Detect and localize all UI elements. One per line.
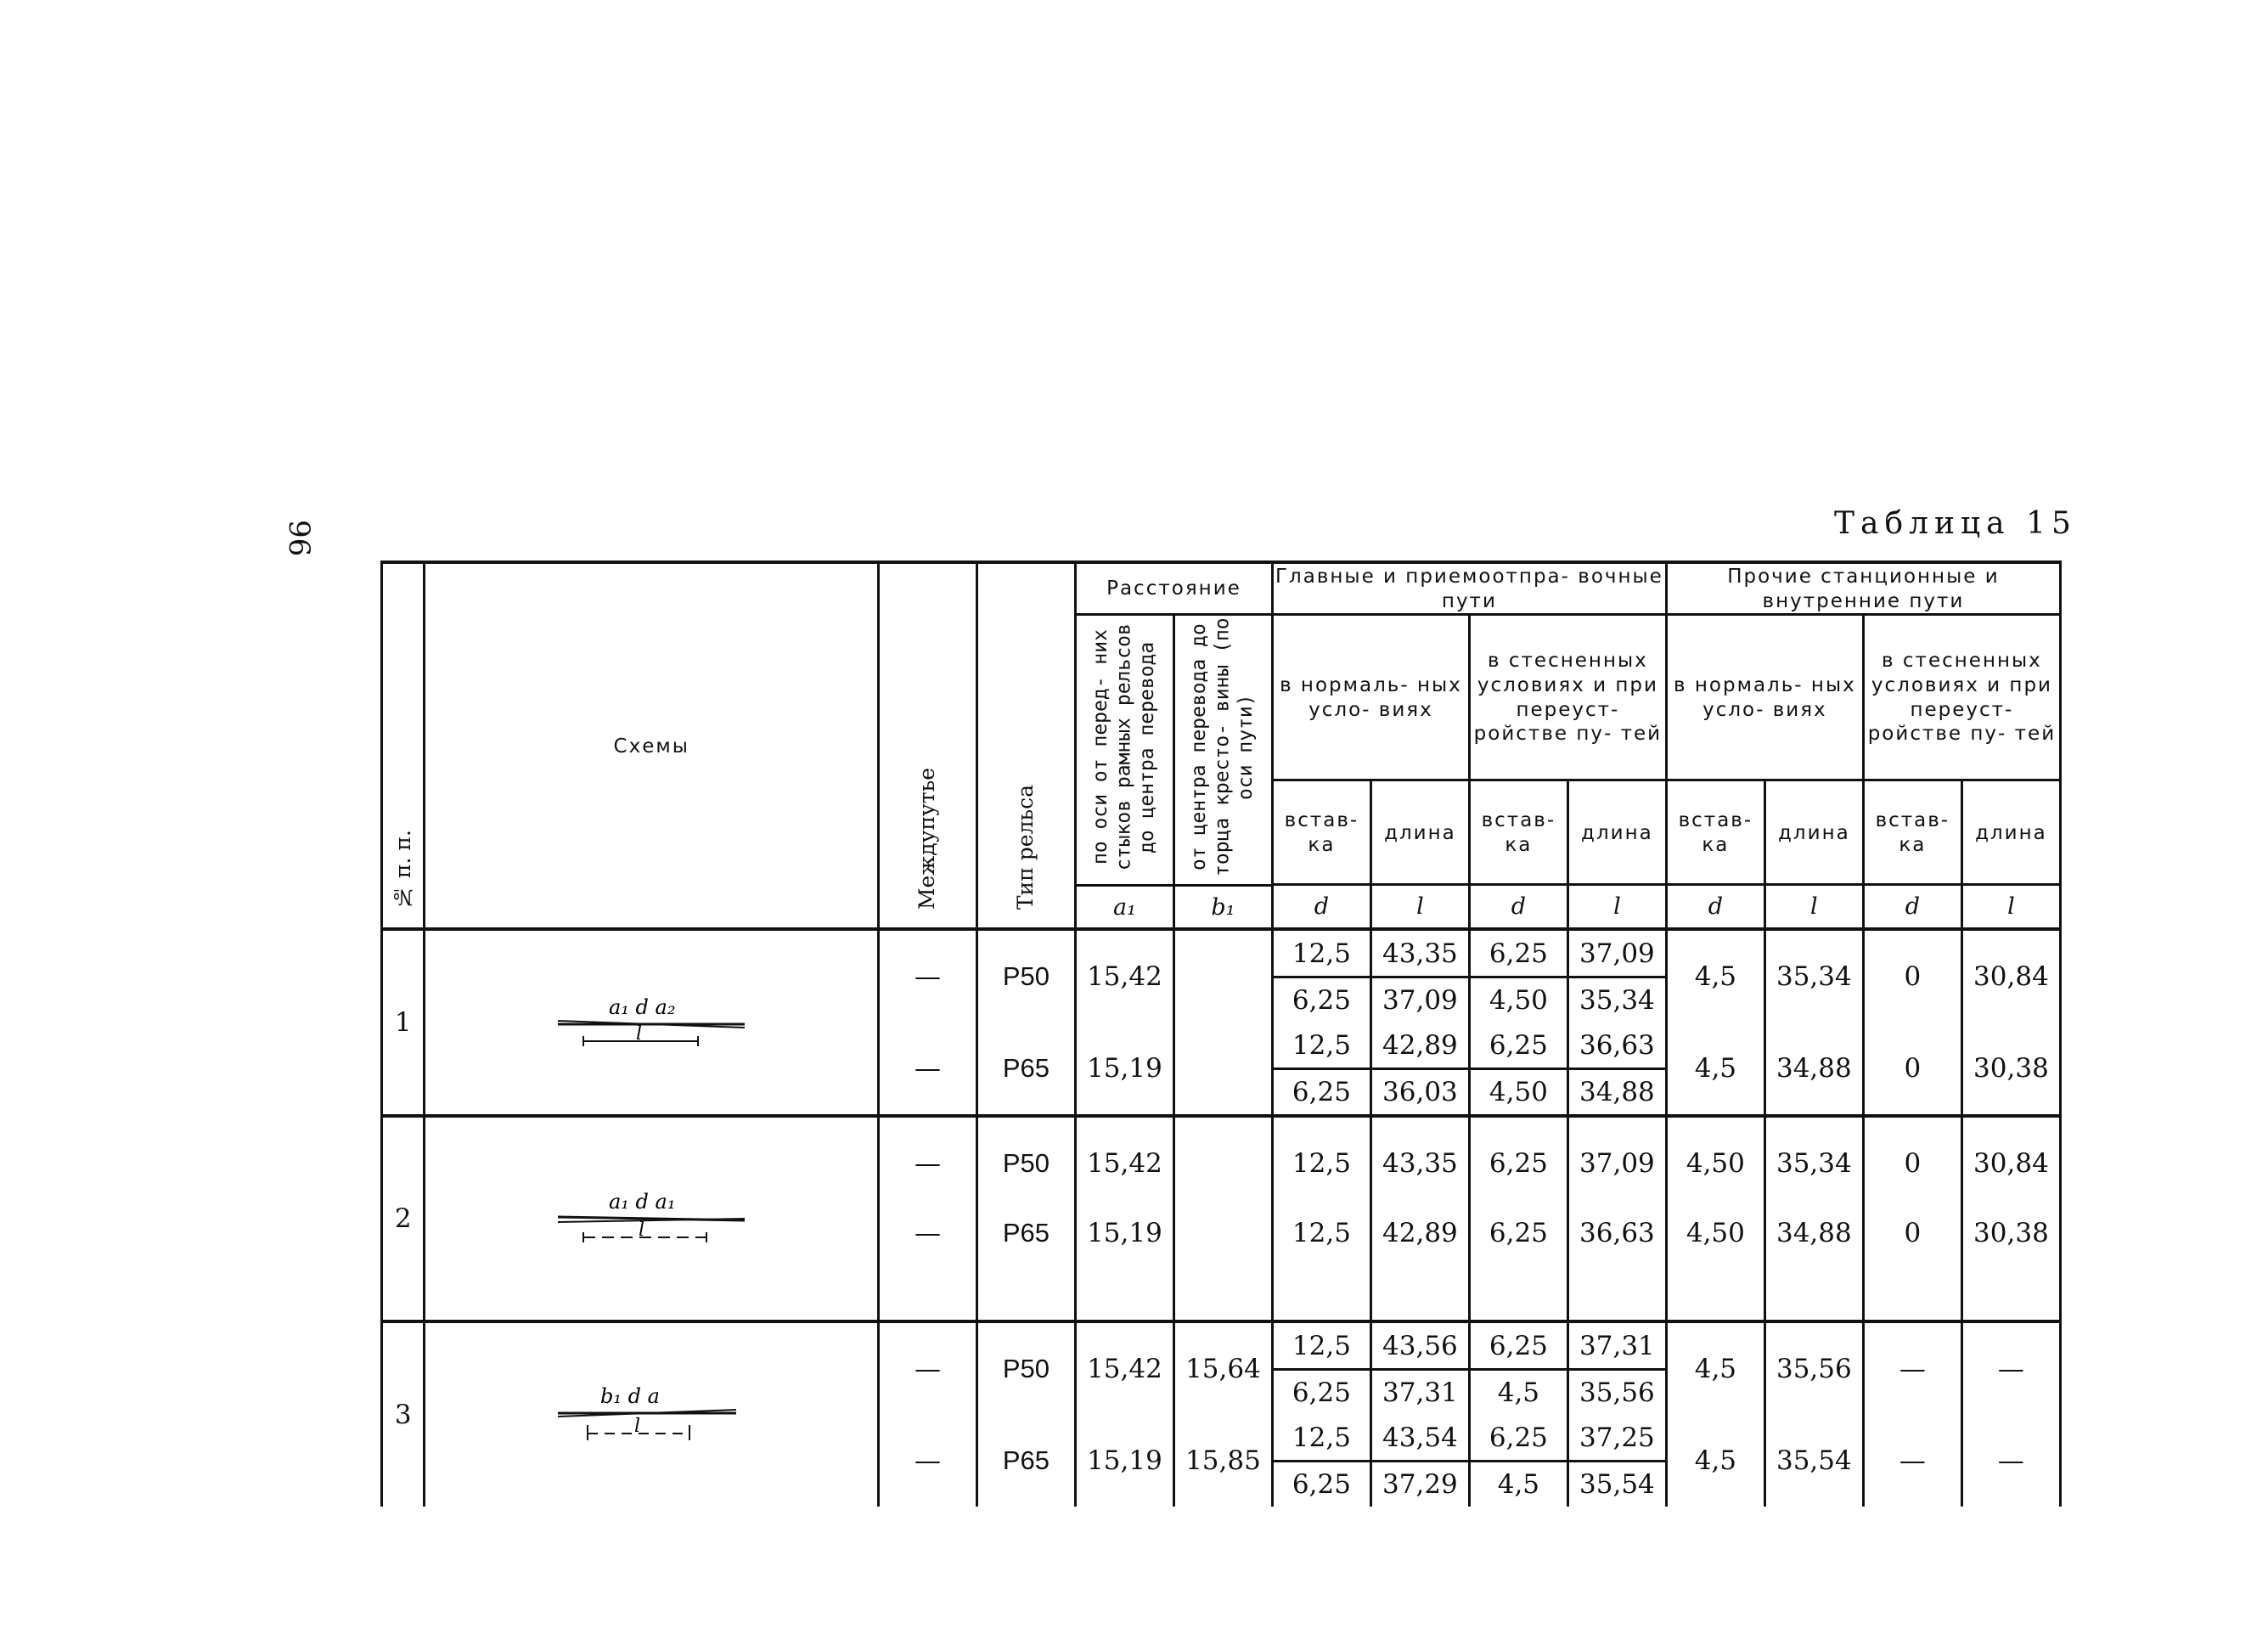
switch-scheme-2-icon: [549, 1185, 753, 1253]
other-constrained-d: —: [1863, 1415, 1961, 1507]
other-normal-d: 4,5: [1666, 1415, 1764, 1507]
length-header: длина: [1961, 780, 2060, 884]
sym-d-header: d: [1469, 886, 1567, 930]
other-constrained-d: 0: [1863, 1116, 1961, 1209]
other-constrained-l: 30,84: [1961, 929, 2060, 1022]
dist-b: 15,64: [1173, 1321, 1272, 1415]
other-constrained-l: 30,38: [1961, 1209, 2060, 1321]
main-normal-d: 12,5 6,25: [1272, 1022, 1370, 1116]
page-number: 96: [282, 520, 316, 557]
dist-a: 15,19: [1075, 1022, 1173, 1116]
other-normal-header: в нормаль- ных усло- виях: [1666, 614, 1863, 780]
other-constrained-l: —: [1961, 1415, 2060, 1507]
sym-l-header: l: [1567, 886, 1666, 930]
interspace: —: [878, 1321, 976, 1415]
main-constrained-d: 6,25 4,5: [1469, 1321, 1567, 1415]
other-tracks-header: Прочие станционные и внутренние пути: [1666, 562, 2060, 614]
other-normal-d: 4,5: [1666, 1022, 1764, 1116]
interspace: —: [878, 929, 976, 1022]
dist-b: [1173, 1116, 1272, 1209]
switch-table: [380, 561, 2062, 1507]
rail-type: Р65: [976, 1415, 1075, 1507]
other-normal-l: 35,54: [1764, 1415, 1863, 1507]
sym-d-header: d: [1272, 886, 1370, 930]
sym-l-header: l: [1764, 886, 1863, 930]
interspace: —: [878, 1209, 976, 1321]
insert-header: встав- ка: [1272, 780, 1370, 884]
col-schemes-header: Схемы: [425, 562, 879, 929]
other-constrained-l: —: [1961, 1321, 2060, 1415]
dist-b: [1173, 1022, 1272, 1116]
rail-type: Р50: [976, 1116, 1075, 1209]
other-normal-l: 34,88: [1764, 1022, 1863, 1116]
scheme-length-label: l: [636, 1023, 643, 1045]
other-constrained-d: 0: [1863, 929, 1961, 1022]
main-normal-l: 43,54 37,29: [1370, 1415, 1469, 1507]
other-normal-d: 4,5: [1666, 929, 1764, 1022]
main-constrained-d: 6,25 4,5: [1469, 1415, 1567, 1507]
sym-d-header: d: [1863, 886, 1961, 930]
interspace: —: [878, 1116, 976, 1209]
scheme-length-label: l: [639, 1220, 645, 1242]
interspace: —: [878, 1022, 976, 1116]
switch-scheme-3-icon: [549, 1381, 753, 1449]
table-row: [382, 1321, 2061, 1415]
distance-header: Расстояние: [1075, 562, 1272, 614]
switch-scheme-1-icon: [549, 989, 753, 1056]
other-normal-l: 34,88: [1764, 1209, 1863, 1321]
main-constrained-d: 6,25: [1469, 1116, 1567, 1209]
main-normal-l: 43,35 37,09: [1370, 929, 1469, 1022]
main-constrained-header: в стесненных условиях и при переуст- ройстве пу- тей: [1469, 614, 1666, 780]
main-constrained-l: 36,63 34,88: [1567, 1022, 1666, 1116]
sym-d-header: d: [1666, 886, 1764, 930]
other-constrained-d: 0: [1863, 1209, 1961, 1321]
other-constrained-l: 30,38: [1961, 1022, 2060, 1116]
main-constrained-d: 6,25 4,50: [1469, 1022, 1567, 1116]
main-normal-d: 12,5 6,25: [1272, 1321, 1370, 1415]
insert-header: встав- ка: [1469, 780, 1567, 884]
rail-type: Р65: [976, 1209, 1075, 1321]
table-title: Таблица 15: [1834, 506, 2077, 541]
dist-a: 15,19: [1075, 1415, 1173, 1507]
main-constrained-l: 37,09: [1567, 1116, 1666, 1209]
main-normal-d: 12,5: [1272, 1116, 1370, 1209]
insert-header: встав- ка: [1666, 780, 1764, 884]
main-normal-l: 42,89 36,03: [1370, 1022, 1469, 1116]
dist-b: 15,85: [1173, 1415, 1272, 1507]
main-tracks-header: Главные и приемоотпра- вочные пути: [1272, 562, 1666, 614]
scheme-labels: a₁ d a₂: [609, 995, 676, 1020]
rail-type: Р50: [976, 1321, 1075, 1415]
sym-a-header: a₁: [1075, 886, 1173, 930]
main-constrained-l: 37,09 35,34: [1567, 929, 1666, 1022]
other-normal-d: 4,50: [1666, 1116, 1764, 1209]
scheme-1: [425, 929, 879, 1116]
col-no-header: № п. п.: [382, 562, 425, 929]
col-rail-header: Тип рельса: [976, 562, 1075, 929]
other-normal-d: 4,50: [1666, 1209, 1764, 1321]
table-row: [382, 929, 2061, 1022]
interspace: —: [878, 1415, 976, 1507]
other-normal-d: 4,5: [1666, 1321, 1764, 1415]
dist-b-header: от центра перевода до торца кресто- вины (по оси пути): [1173, 614, 1272, 886]
rail-type: Р65: [976, 1022, 1075, 1116]
row-number: 2: [382, 1116, 425, 1321]
scheme-labels: b₁ d a: [600, 1384, 661, 1409]
main-constrained-l: 36,63: [1567, 1209, 1666, 1321]
dist-b: [1173, 929, 1272, 1022]
sym-l-header: l: [1961, 886, 2060, 930]
other-constrained-l: 30,84: [1961, 1116, 2060, 1209]
main-normal-d: 12,5: [1272, 1209, 1370, 1321]
main-normal-l: 42,89: [1370, 1209, 1469, 1321]
main-constrained-d: 6,25: [1469, 1209, 1567, 1321]
insert-header: встав- ка: [1863, 780, 1961, 884]
row-number: 1: [382, 929, 425, 1116]
main-normal-l: 43,35: [1370, 1116, 1469, 1209]
scheme-length-label: l: [634, 1416, 641, 1438]
main-constrained-d: 6,25 4,50: [1469, 929, 1567, 1022]
other-constrained-header: в стесненных условиях и при переуст- ройстве пу- тей: [1863, 614, 2060, 780]
length-header: длина: [1764, 780, 1863, 884]
scheme-2: [425, 1116, 879, 1321]
col-interspace-header: Междупутье: [878, 562, 976, 929]
length-header: длина: [1567, 780, 1666, 884]
main-constrained-l: 37,25 35,54: [1567, 1415, 1666, 1507]
sym-b-header: b₁: [1173, 886, 1272, 930]
rail-type: Р50: [976, 929, 1075, 1022]
dist-a: 15,42: [1075, 1321, 1173, 1415]
main-normal-header: в нормаль- ных усло- виях: [1272, 614, 1469, 780]
table-row: [382, 1116, 2061, 1209]
other-constrained-d: 0: [1863, 1022, 1961, 1116]
dist-b: [1173, 1209, 1272, 1321]
dist-a: 15,42: [1075, 929, 1173, 1022]
sym-l-header: l: [1370, 886, 1469, 930]
dist-a-header: по оси от перед- них стыков рамных рельсов до центра перевода: [1075, 614, 1173, 886]
dist-a: 15,42: [1075, 1116, 1173, 1209]
other-normal-l: 35,34: [1764, 1116, 1863, 1209]
main-constrained-l: 37,31 35,56: [1567, 1321, 1666, 1415]
other-normal-l: 35,34: [1764, 929, 1863, 1022]
other-constrained-d: —: [1863, 1321, 1961, 1415]
main-normal-l: 43,56 37,31: [1370, 1321, 1469, 1415]
dist-a: 15,19: [1075, 1209, 1173, 1321]
main-normal-d: 12,5 6,25: [1272, 929, 1370, 1022]
main-normal-d: 12,5 6,25: [1272, 1415, 1370, 1507]
row-number: 3: [382, 1321, 425, 1507]
other-normal-l: 35,56: [1764, 1321, 1863, 1415]
scheme-labels: a₁ d a₁: [609, 1190, 676, 1214]
length-header: длина: [1370, 780, 1469, 884]
scheme-3: [425, 1321, 879, 1507]
